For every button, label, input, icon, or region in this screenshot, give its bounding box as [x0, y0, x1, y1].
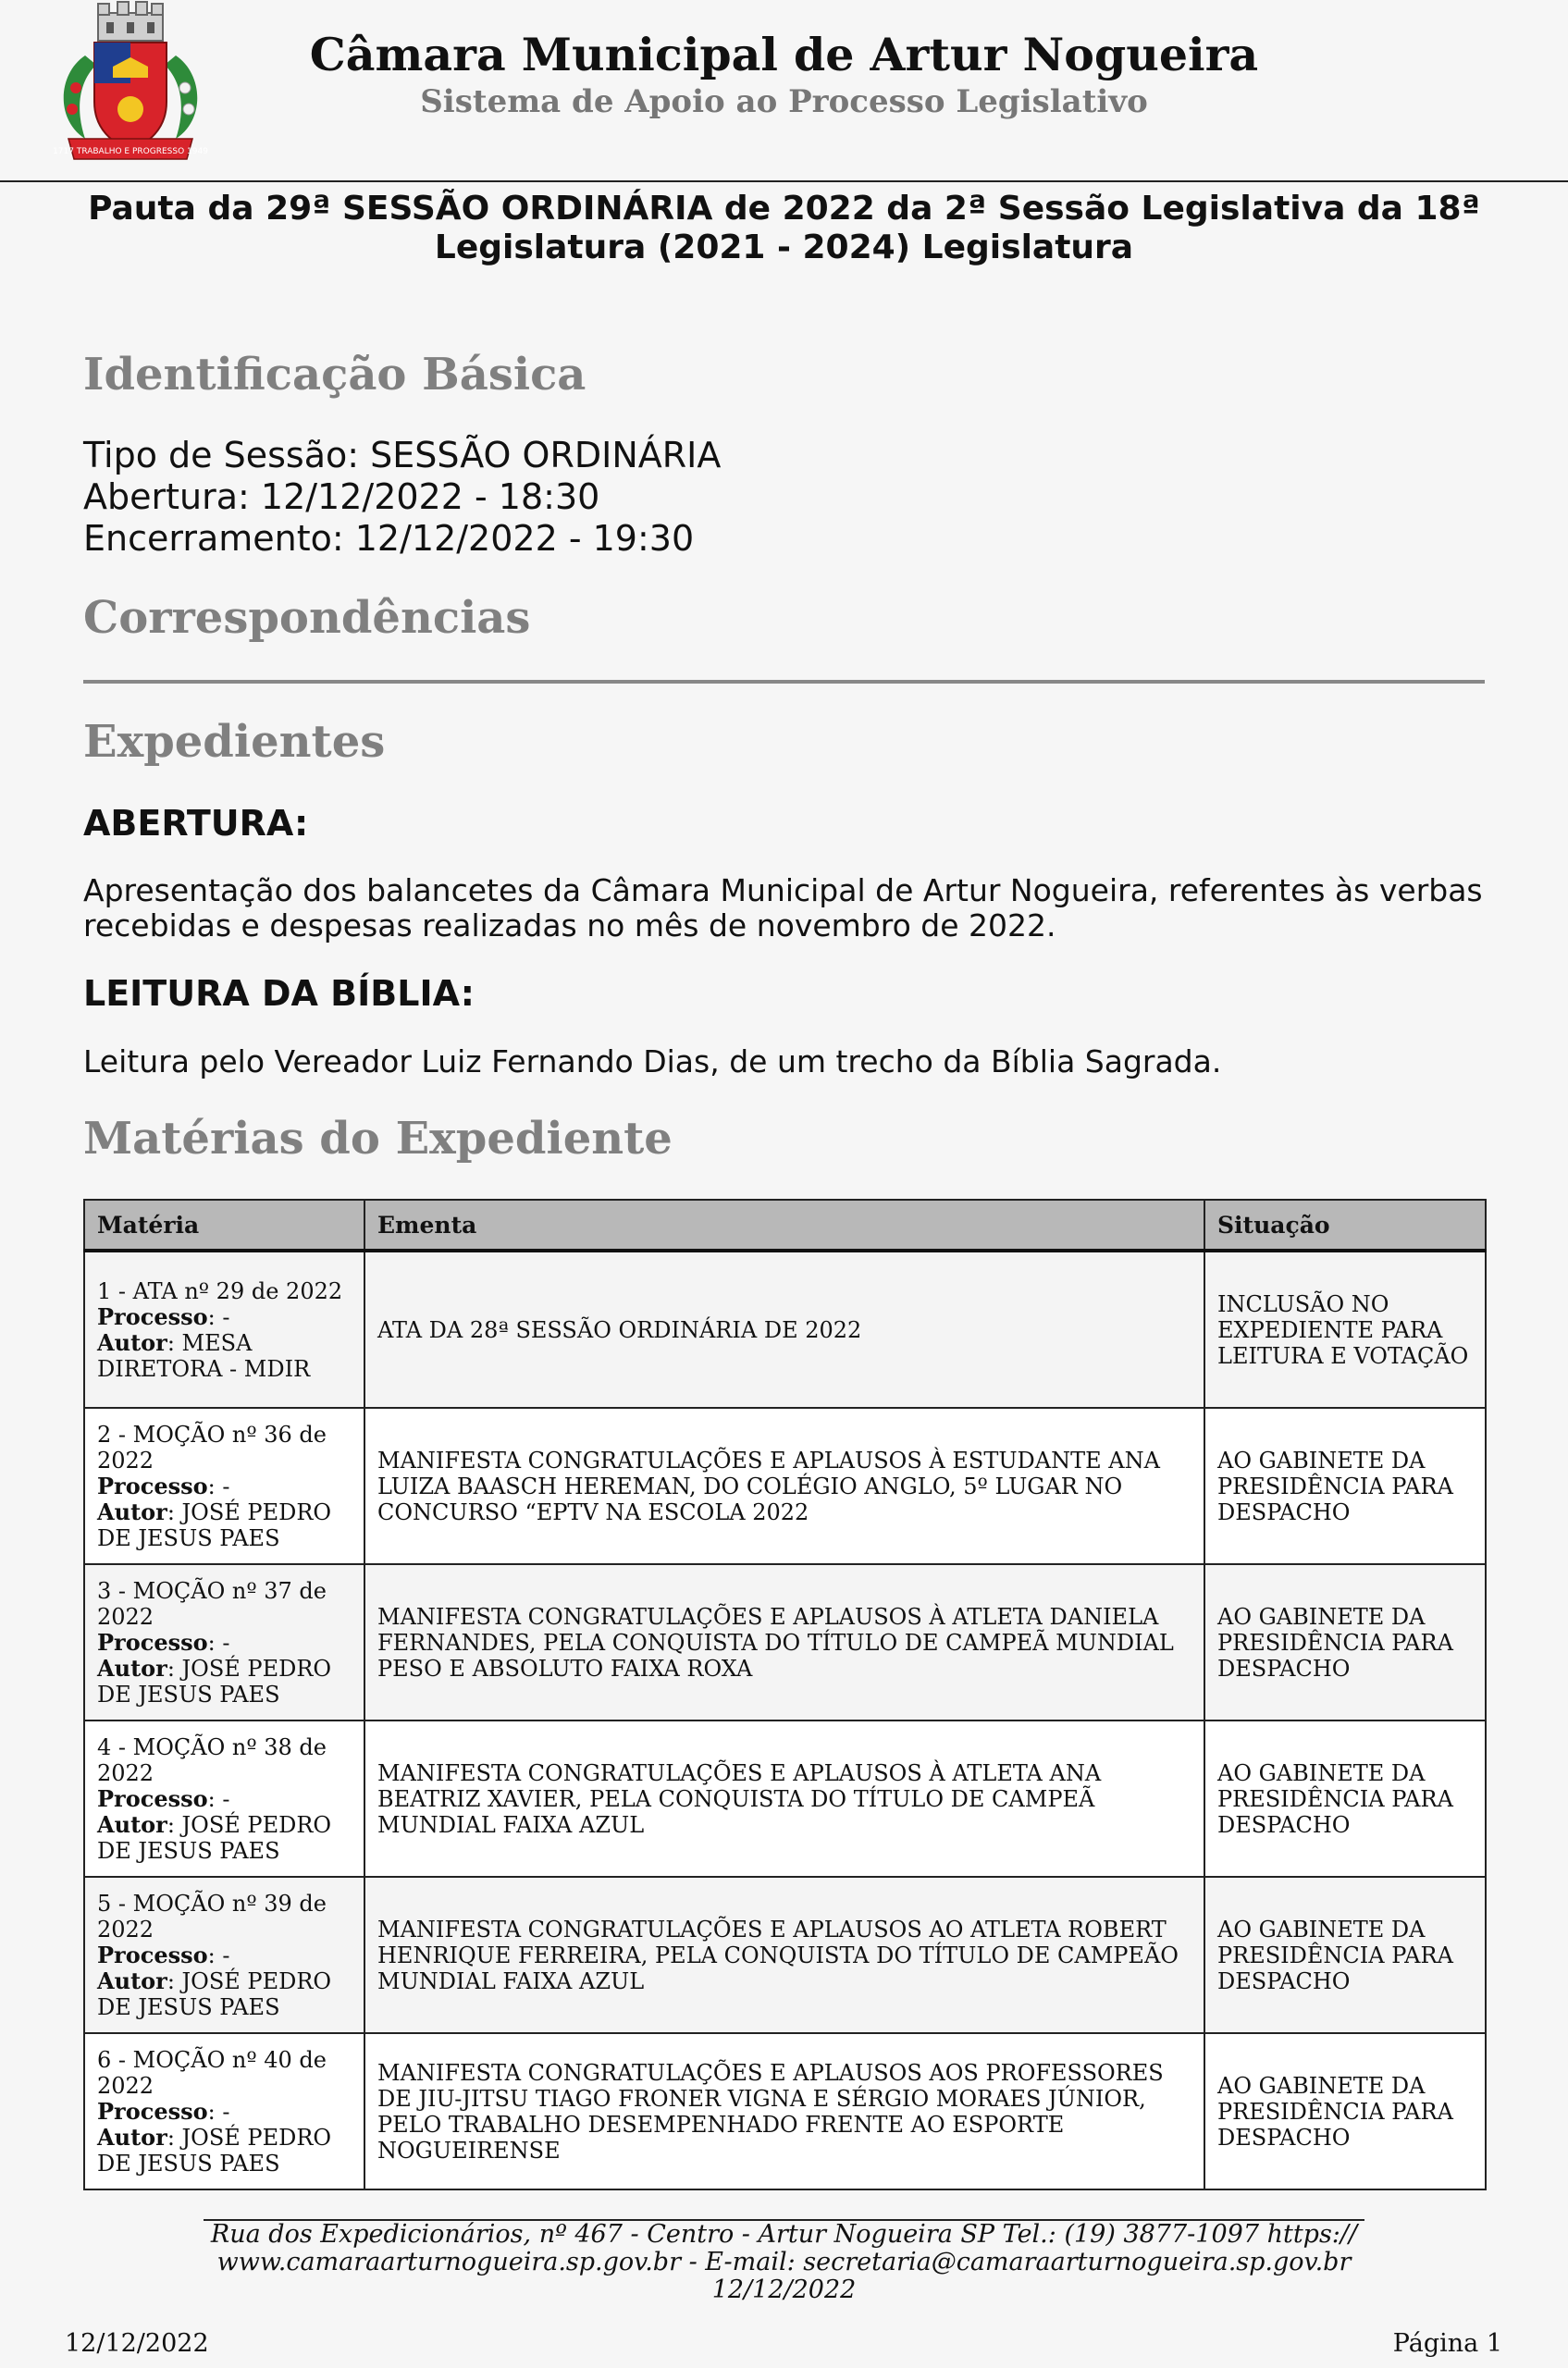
autor-line [97, 2125, 352, 2177]
autor-line [97, 1968, 352, 2020]
autor-label: Autor [97, 1810, 167, 1838]
materia-title: 4 - MOÇÃO nº 38 de 2022 [97, 1733, 327, 1786]
autor-label: Autor [97, 1328, 167, 1356]
crest-banner-text: 1717 TRABALHO E PROGRESSO 1949 [53, 147, 208, 156]
processo-value: : - [207, 2098, 230, 2125]
column-header-ementa: Ementa [364, 1200, 1204, 1251]
correspondencias-heading: Correspondências [83, 592, 531, 644]
processo-label: Processo [97, 1941, 208, 1968]
processo-label: Processo [97, 2097, 208, 2125]
processo-line [97, 1786, 352, 1812]
processo-label: Processo [97, 1472, 208, 1499]
autor-value: : JOSÉ PEDRO DE JESUS PAES [97, 1498, 332, 1551]
ementa-cell: MANIFESTA CONGRATULAÇÕES E APLAUSOS AOS PROFESSORES DE JIU-JITSU TIAGO FRONER VIGNA E SÉRGIO MORAES JÚNIOR, PELO TRABALHO DESEMPENHADO FRENTE AO ESPORTE NOGUEIRENSE [364, 2033, 1204, 2189]
autor-label: Autor [97, 1654, 167, 1682]
ementa-cell: MANIFESTA CONGRATULAÇÕES E APLAUSOS À ATLETA ANA BEATRIZ XAVIER, PELA CONQUISTA DO TÍTULO DE CAMPEÃ MUNDIAL FAIXA AZUL [364, 1720, 1204, 1877]
table-row [84, 1720, 1486, 1877]
processo-value: : - [207, 1942, 230, 1968]
autor-value: : MESA DIRETORA - MDIR [97, 1329, 311, 1382]
section-divider [83, 680, 1485, 684]
processo-line [97, 1304, 352, 1330]
processo-value: : - [207, 1473, 230, 1499]
materias-table [83, 1199, 1487, 2190]
footer-address [204, 2221, 1364, 2304]
processo-value: : - [207, 1629, 230, 1656]
autor-value: : JOSÉ PEDRO DE JESUS PAES [97, 1811, 332, 1864]
processo-value: : - [207, 1785, 230, 1812]
autor-line [97, 1812, 352, 1864]
situacao-cell: INCLUSÃO NO EXPEDIENTE PARA LEITURA E VOTAÇÃO [1204, 1251, 1486, 1408]
table-row [84, 1251, 1486, 1408]
expedientes-heading: Expedientes [83, 716, 386, 768]
leitura-text: Leitura pelo Vereador Luiz Fernando Dias, de um trecho da Bíblia Sagrada. [83, 1043, 1222, 1079]
ementa-cell: MANIFESTA CONGRATULAÇÕES E APLAUSOS À ESTUDANTE ANA LUIZA BAASCH HEREMAN, DO COLÉGIO ANGLO, 5º LUGAR NO CONCURSO “EPTV NA ESCOLA 2022 [364, 1408, 1204, 1564]
abertura-heading: ABERTURA: [83, 803, 309, 844]
pauta-line-2: Legislatura (2021 - 2024) Legislatura [434, 228, 1134, 266]
situacao-cell: AO GABINETE DA PRESIDÊNCIA PARA DESPACHO [1204, 1564, 1486, 1720]
materia-title: 2 - MOÇÃO nº 36 de 2022 [97, 1421, 327, 1474]
situacao-cell: AO GABINETE DA PRESIDÊNCIA PARA DESPACHO [1204, 1408, 1486, 1564]
autor-value: : JOSÉ PEDRO DE JESUS PAES [97, 1967, 332, 2020]
processo-label: Processo [97, 1628, 208, 1656]
processo-label: Processo [97, 1784, 208, 1812]
situacao-cell: AO GABINETE DA PRESIDÊNCIA PARA DESPACHO [1204, 2033, 1486, 2189]
abertura-text [83, 873, 1499, 944]
materia-cell [84, 2033, 364, 2189]
table-header-row [84, 1200, 1486, 1251]
abertura-text-line-1: Apresentação dos balancetes da Câmara Municipal de Artur Nogueira, referentes às verbas [83, 872, 1483, 908]
ementa-cell: MANIFESTA CONGRATULAÇÕES E APLAUSOS AO ATLETA ROBERT HENRIQUE FERREIRA, PELA CONQUISTA DO TÍTULO DE CAMPEÃO MUNDIAL FAIXA AZUL [364, 1877, 1204, 2033]
page-header [0, 0, 1568, 182]
autor-label: Autor [97, 1498, 167, 1525]
column-header-materia: Matéria [84, 1200, 364, 1251]
autor-label: Autor [97, 1967, 167, 1994]
ementa-cell: ATA DA 28ª SESSÃO ORDINÁRIA DE 2022 [364, 1251, 1204, 1408]
autor-line [97, 1656, 352, 1708]
pauta-title [83, 190, 1485, 267]
autor-label: Autor [97, 2123, 167, 2151]
materia-title: 5 - MOÇÃO nº 39 de 2022 [97, 1890, 327, 1942]
table-row [84, 1564, 1486, 1720]
table-row [84, 1408, 1486, 1564]
pauta-line-1: Pauta da 29ª SESSÃO ORDINÁRIA de 2022 da 2ª Sessão Legislativa da 18ª [88, 190, 1480, 228]
abertura-text-line-2: recebidas e despesas realizadas no mês de novembro de 2022. [83, 907, 1056, 944]
autor-value: : JOSÉ PEDRO DE JESUS PAES [97, 2124, 332, 2177]
materia-cell [84, 1564, 364, 1720]
footer-line-2: www.camaraarturnogueira.sp.gov.br - E-mail: secretaria@camaraarturnogueira.sp.gov.br [216, 2248, 1352, 2276]
materias-table-body [84, 1251, 1486, 2189]
abertura-datetime: Abertura: 12/12/2022 - 18:30 [83, 476, 600, 517]
materia-cell [84, 1251, 364, 1408]
situacao-cell: AO GABINETE DA PRESIDÊNCIA PARA DESPACHO [1204, 1877, 1486, 2033]
footer-line-3: 12/12/2022 [711, 2276, 857, 2304]
processo-label: Processo [97, 1302, 208, 1330]
ementa-cell: MANIFESTA CONGRATULAÇÕES E APLAUSOS À ATLETA DANIELA FERNANDES, PELA CONQUISTA DO TÍTULO DE CAMPEÃ MUNDIAL PESO E ABSOLUTO FAIXA ROXA [364, 1564, 1204, 1720]
page-subtitle: Sistema de Apoio ao Processo Legislativo [420, 83, 1148, 120]
materia-title: 3 - MOÇÃO nº 37 de 2022 [97, 1577, 327, 1630]
materia-cell [84, 1877, 364, 2033]
processo-line [97, 1942, 352, 1968]
page-title: Câmara Municipal de Artur Nogueira [309, 28, 1259, 81]
page-number: Página 1 [1392, 2329, 1502, 2358]
materia-title: 1 - ATA nº 29 de 2022 [97, 1277, 343, 1304]
identificacao-heading: Identificação Básica [83, 349, 586, 401]
materia-cell [84, 1720, 364, 1877]
table-row [84, 1877, 1486, 2033]
processo-line [97, 1474, 352, 1499]
table-row [84, 2033, 1486, 2189]
autor-value: : JOSÉ PEDRO DE JESUS PAES [97, 1655, 332, 1708]
materia-title: 6 - MOÇÃO nº 40 de 2022 [97, 2046, 327, 2099]
footer-line-1: Rua dos Expedicionários, nº 467 - Centro - Artur Nogueira SP Tel.: (19) 3877-1097 https:// [210, 2220, 1358, 2249]
processo-line [97, 1630, 352, 1656]
encerramento-datetime: Encerramento: 12/12/2022 - 19:30 [83, 518, 695, 559]
processo-line [97, 2099, 352, 2125]
materias-heading: Matérias do Expediente [83, 1113, 673, 1165]
processo-value: : - [207, 1303, 230, 1330]
autor-line [97, 1330, 352, 1382]
page-date: 12/12/2022 [65, 2329, 209, 2358]
column-header-situacao: Situação [1204, 1200, 1486, 1251]
tipo-sessao: Tipo de Sessão: SESSÃO ORDINÁRIA [83, 435, 722, 475]
leitura-heading: LEITURA DA BÍBLIA: [83, 973, 475, 1014]
autor-line [97, 1499, 352, 1551]
situacao-cell: AO GABINETE DA PRESIDÊNCIA PARA DESPACHO [1204, 1720, 1486, 1877]
materia-cell [84, 1408, 364, 1564]
